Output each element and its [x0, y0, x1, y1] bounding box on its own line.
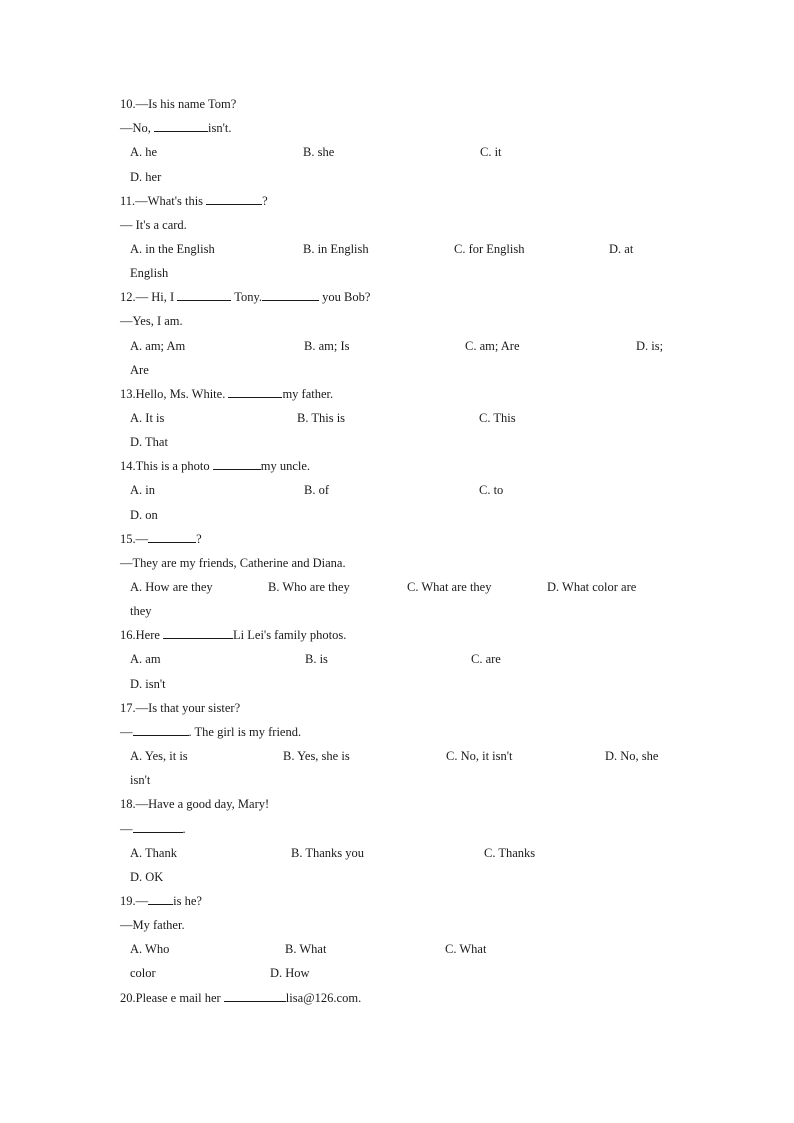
question-text: 15.— [120, 532, 149, 546]
question-17 [120, 700, 240, 716]
question-12 [120, 289, 370, 305]
option-d[interactable]: D. is; [636, 339, 664, 353]
question-text: 11.—What's this [120, 194, 207, 208]
question-text: my uncle. [260, 459, 311, 473]
question-16 [120, 627, 346, 643]
answer-blank[interactable] [133, 821, 183, 833]
reply-text: — [120, 725, 133, 739]
option-b[interactable]: B. Yes, she is [283, 749, 350, 763]
option-d-continued[interactable]: Are [130, 363, 149, 377]
question-19 [120, 893, 202, 909]
option-d[interactable]: D. her [130, 170, 162, 184]
question-text: 20.Please e mail her [120, 991, 224, 1005]
question-text: 10.—Is his name Tom? [120, 97, 237, 111]
answer-blank[interactable] [154, 120, 208, 132]
answer-blank[interactable] [262, 289, 319, 301]
answer-blank[interactable] [163, 627, 233, 639]
option-c[interactable]: C. What are they [407, 580, 492, 594]
reply-19: —My father. [120, 918, 185, 932]
option-c[interactable]: C. No, it isn't [446, 749, 513, 763]
answer-blank[interactable] [224, 990, 286, 1002]
reply-17 [120, 724, 301, 740]
option-c[interactable]: C. Thanks [484, 846, 536, 860]
answer-blank[interactable] [133, 724, 189, 736]
option-b[interactable]: B. Thanks you [291, 846, 365, 860]
option-c[interactable]: C. for English [454, 242, 525, 256]
question-text: Tony. [231, 290, 263, 304]
answer-blank[interactable] [206, 193, 262, 205]
option-d-continued[interactable]: they [130, 604, 152, 618]
question-text: you Bob? [319, 290, 371, 304]
option-d-continued[interactable]: English [130, 266, 169, 280]
answer-blank[interactable] [228, 386, 282, 398]
question-text: is he? [173, 894, 202, 908]
option-a[interactable]: A. Thank [130, 846, 177, 860]
option-d[interactable]: D. No, she [605, 749, 659, 763]
option-b[interactable]: B. in English [303, 242, 369, 256]
question-20 [120, 990, 361, 1006]
option-a[interactable]: A. am; Am [130, 339, 186, 353]
reply-text: . [182, 822, 186, 836]
reply-text: — [120, 822, 133, 836]
question-text: 12.— Hi, I [120, 290, 178, 304]
option-a[interactable]: A. How are they [130, 580, 213, 594]
reply-text: . The girl is my friend. [188, 725, 302, 739]
answer-blank[interactable] [213, 458, 261, 470]
reply-text: isn't. [208, 121, 232, 135]
option-a[interactable]: A. Yes, it is [130, 749, 188, 763]
question-18 [120, 796, 269, 812]
option-c[interactable]: C. it [480, 145, 502, 159]
question-text: 13.Hello, Ms. White. [120, 387, 229, 401]
option-c[interactable]: C. are [471, 652, 501, 666]
option-a[interactable]: A. It is [130, 411, 165, 425]
option-d[interactable]: D. How [270, 966, 310, 980]
reply-12: —Yes, I am. [120, 314, 183, 328]
question-text: my father. [282, 387, 334, 401]
option-d[interactable]: D. isn't [130, 677, 166, 691]
option-b[interactable]: B. she [303, 145, 335, 159]
option-b[interactable]: B. What [285, 942, 327, 956]
question-text: 19.— [120, 894, 149, 908]
option-d[interactable]: D. at [609, 242, 634, 256]
reply-11: — It's a card. [120, 218, 187, 232]
option-c[interactable]: C. to [479, 483, 504, 497]
question-text: lisa@126.com. [285, 991, 362, 1005]
reply-15: —They are my friends, Catherine and Diana. [120, 556, 346, 570]
option-b[interactable]: B. am; Is [304, 339, 350, 353]
option-b[interactable]: B. is [305, 652, 328, 666]
reply-text: —No, [120, 121, 155, 135]
question-text: Li Lei's family photos. [233, 628, 347, 642]
option-a[interactable]: A. am [130, 652, 161, 666]
option-c-continued[interactable]: color [130, 966, 156, 980]
question-13 [120, 386, 333, 402]
reply-18 [120, 821, 186, 837]
option-b[interactable]: B. of [304, 483, 329, 497]
question-text: 16.Here [120, 628, 164, 642]
question-15 [120, 531, 202, 547]
question-10 [120, 96, 236, 112]
option-c[interactable]: C. What [445, 942, 487, 956]
option-c[interactable]: C. This [479, 411, 516, 425]
option-a[interactable]: A. in the English [130, 242, 215, 256]
option-a[interactable]: A. in [130, 483, 155, 497]
reply-10 [120, 120, 231, 136]
question-text: 18.—Have a good day, Mary! [120, 797, 270, 811]
option-c[interactable]: C. am; Are [465, 339, 520, 353]
question-11 [120, 193, 268, 209]
option-a[interactable]: A. he [130, 145, 158, 159]
question-text: ? [196, 532, 202, 546]
option-d[interactable]: D. What color are [547, 580, 637, 594]
option-a[interactable]: A. Who [130, 942, 170, 956]
answer-blank[interactable] [177, 289, 231, 301]
option-d-continued[interactable]: isn't [130, 773, 151, 787]
question-14 [120, 458, 310, 474]
option-b[interactable]: B. Who are they [268, 580, 350, 594]
option-d[interactable]: D. on [130, 508, 158, 522]
answer-blank[interactable] [148, 893, 173, 905]
question-text: 14.This is a photo [120, 459, 213, 473]
question-text: ? [262, 194, 268, 208]
option-d[interactable]: D. That [130, 435, 168, 449]
option-d[interactable]: D. OK [130, 870, 164, 884]
answer-blank[interactable] [148, 531, 196, 543]
question-text: 17.—Is that your sister? [120, 701, 241, 715]
option-b[interactable]: B. This is [297, 411, 346, 425]
